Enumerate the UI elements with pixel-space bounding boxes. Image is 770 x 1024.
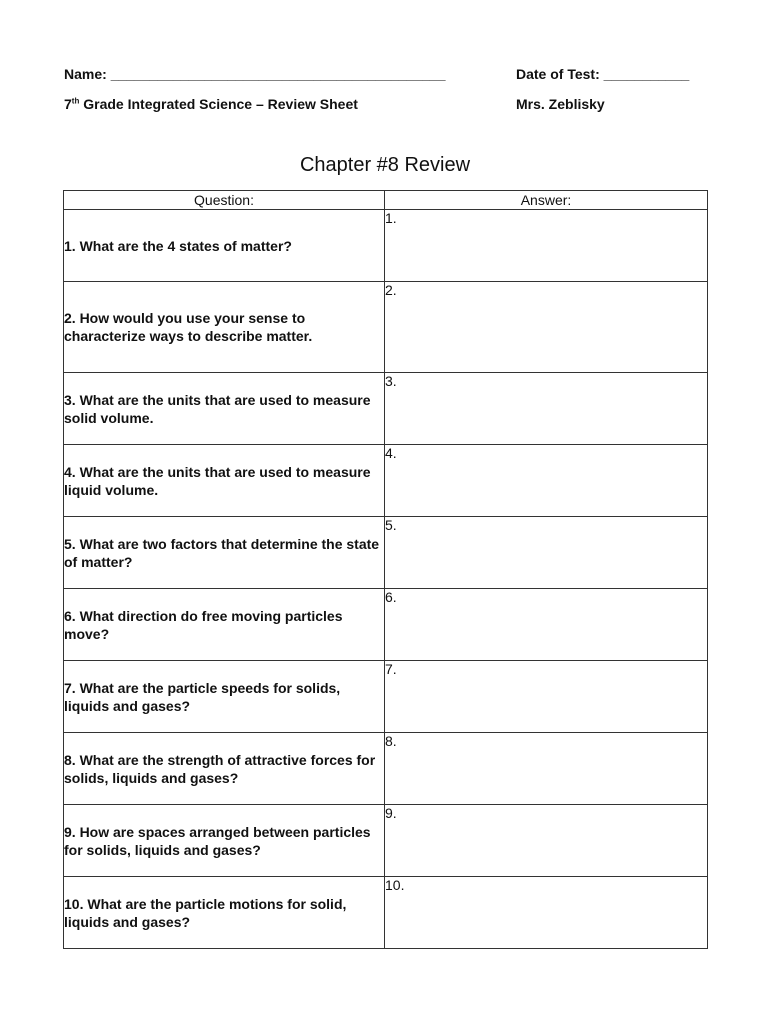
table-row xyxy=(64,589,708,661)
name-label: Name: xyxy=(64,66,107,82)
date-blank[interactable]: ___________ xyxy=(603,66,690,82)
date-label: Date of Test: xyxy=(516,66,600,82)
answer-cell[interactable] xyxy=(385,517,708,589)
question-cell: 2. How would you use your sense to characterize ways to describe matter. xyxy=(64,282,385,373)
table-row xyxy=(64,282,708,373)
question-cell: 10. What are the particle motions for solid, liquids and gases? xyxy=(64,877,385,949)
question-cell: 6. What direction do free moving particles move? xyxy=(64,589,385,661)
question-cell: 5. What are two factors that determine the state of matter? xyxy=(64,517,385,589)
answer-cell[interactable] xyxy=(385,733,708,805)
page-title: Chapter #8 Review xyxy=(299,154,471,176)
answer-number: 7. xyxy=(385,661,397,677)
table-row xyxy=(64,733,708,805)
answer-cell[interactable] xyxy=(385,282,708,373)
answer-number: 9. xyxy=(385,805,397,821)
answer-cell[interactable] xyxy=(385,445,708,517)
name-blank[interactable]: ___________________________________________ xyxy=(110,66,446,82)
teacher-name: Mrs. Zeblisky xyxy=(516,96,605,112)
answer-cell[interactable] xyxy=(385,877,708,949)
question-cell: 7. What are the particle speeds for solids, liquids and gases? xyxy=(64,661,385,733)
answer-number: 8. xyxy=(385,733,397,749)
review-table xyxy=(63,190,708,949)
answer-number: 2. xyxy=(385,282,397,298)
table-row xyxy=(64,877,708,949)
question-column-header: Question: xyxy=(64,191,385,210)
table-row xyxy=(64,517,708,589)
answer-cell[interactable] xyxy=(385,805,708,877)
answer-cell[interactable] xyxy=(385,589,708,661)
table-row xyxy=(64,661,708,733)
question-cell: 4. What are the units that are used to measure liquid volume. xyxy=(64,445,385,517)
table-row xyxy=(64,373,708,445)
answer-column-header: Answer: xyxy=(385,191,708,210)
answer-number: 1. xyxy=(385,210,397,226)
table-header-row xyxy=(64,191,708,210)
answer-number: 5. xyxy=(385,517,397,533)
name-line xyxy=(64,66,446,82)
answer-number: 4. xyxy=(385,445,397,461)
date-of-test-line xyxy=(516,66,689,82)
table-row xyxy=(64,210,708,282)
question-cell: 3. What are the units that are used to measure solid volume. xyxy=(64,373,385,445)
answer-cell[interactable] xyxy=(385,373,708,445)
answer-cell[interactable] xyxy=(385,661,708,733)
answer-cell[interactable] xyxy=(385,210,708,282)
table-row xyxy=(64,445,708,517)
answer-number: 10. xyxy=(385,877,405,893)
grade-number: 7 xyxy=(64,96,72,112)
course-line xyxy=(64,96,358,112)
answer-number: 6. xyxy=(385,589,397,605)
question-cell: 8. What are the strength of attractive forces for solids, liquids and gases? xyxy=(64,733,385,805)
course-title: Grade Integrated Science – Review Sheet xyxy=(83,96,358,112)
question-cell: 1. What are the 4 states of matter? xyxy=(64,210,385,282)
grade-suffix: th xyxy=(71,96,80,106)
answer-number: 3. xyxy=(385,373,397,389)
table-row xyxy=(64,805,708,877)
question-cell: 9. How are spaces arranged between particles for solids, liquids and gases? xyxy=(64,805,385,877)
